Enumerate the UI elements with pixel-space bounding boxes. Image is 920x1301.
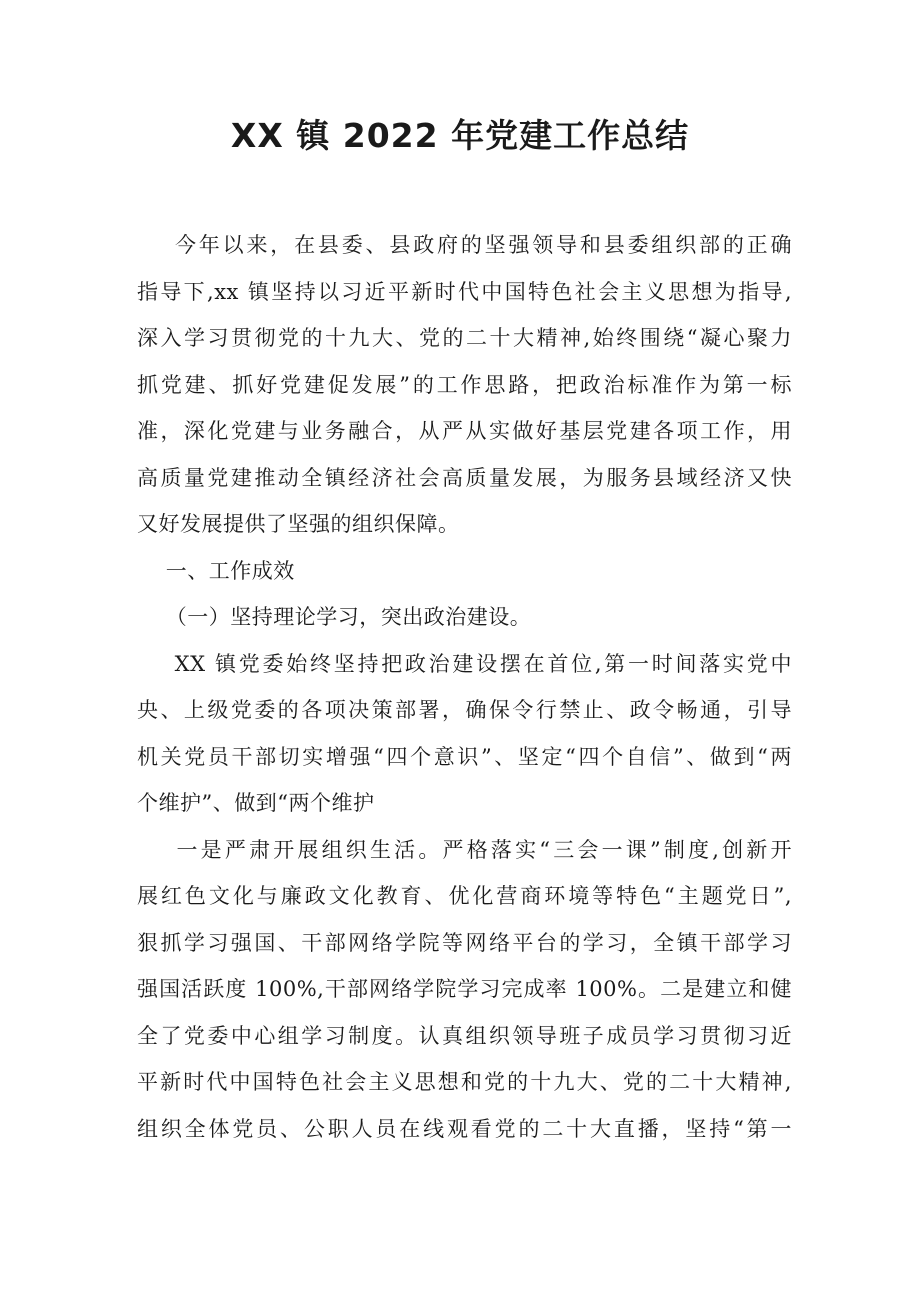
body-text-line: 又好发展提供了坚强的组织保障。 (137, 512, 460, 536)
document-body (137, 222, 792, 1152)
body-text-line: 组织全体党员、公职人员在线观看党的二十大直播，坚持“第一 (137, 1116, 792, 1141)
body-text-line: 个维护”、做到“两个维护 (137, 791, 375, 815)
body-text-line: 强国活跃度 100%,干部网络学院学习完成率 100%。二是建立和健 (137, 977, 792, 1001)
body-text-line: 央、上级党委的各项决策部署，确保令行禁止、政令畅通，引导 (137, 698, 792, 722)
body-text-line: 展红色文化与廉政文化教育、优化营商环境等特色“主题党日”, (137, 884, 792, 908)
body-text-line: 全了党委中心组学习制度。认真组织领导班子成员学习贯彻习近 (137, 1023, 792, 1048)
body-text-line: 一是严肃开展组织生活。严格落实“三会一课”制度,创新开 (137, 837, 792, 862)
body-text-line: 指导下,xx 镇坚持以习近平新时代中国特色社会主义思想为指导, (137, 279, 792, 304)
body-text-line: 深入学习贯彻党的十九大、党的二十大精神,始终围绕“凝心聚力 (137, 326, 792, 350)
body-text-line: 高质量党建推动全镇经济社会高质量发展，为服务县域经济又快 (137, 465, 792, 490)
document-title: XX 镇 2022 年党建工作总结 (230, 116, 690, 155)
body-text-line: 准，深化党建与业务融合，从严从实做好基层党建各项工作，用 (137, 419, 792, 443)
body-text-line: （一）坚持理论学习，突出政治建设。 (137, 605, 532, 629)
body-text-line: 平新时代中国特色社会主义思想和党的十九大、党的二十大精神, (137, 1070, 792, 1094)
body-text-line: 狠抓学习强国、干部网络学院等网络平台的学习，全镇干部学习 (137, 930, 792, 955)
body-text-line: 今年以来，在县委、县政府的坚强领导和县委组织部的正确 (137, 233, 792, 257)
body-text-line: 机关党员干部切实增强“四个意识”、坚定“四个自信”、做到“两 (137, 744, 792, 769)
body-text-line: 一、工作成效 (137, 558, 295, 583)
body-text-line: XX 镇党委始终坚持把政治建设摆在首位,第一时间落实党中 (137, 651, 792, 676)
body-text-line: 抓党建、抓好党建促发展”的工作思路，把政治标准作为第一标 (137, 372, 792, 397)
